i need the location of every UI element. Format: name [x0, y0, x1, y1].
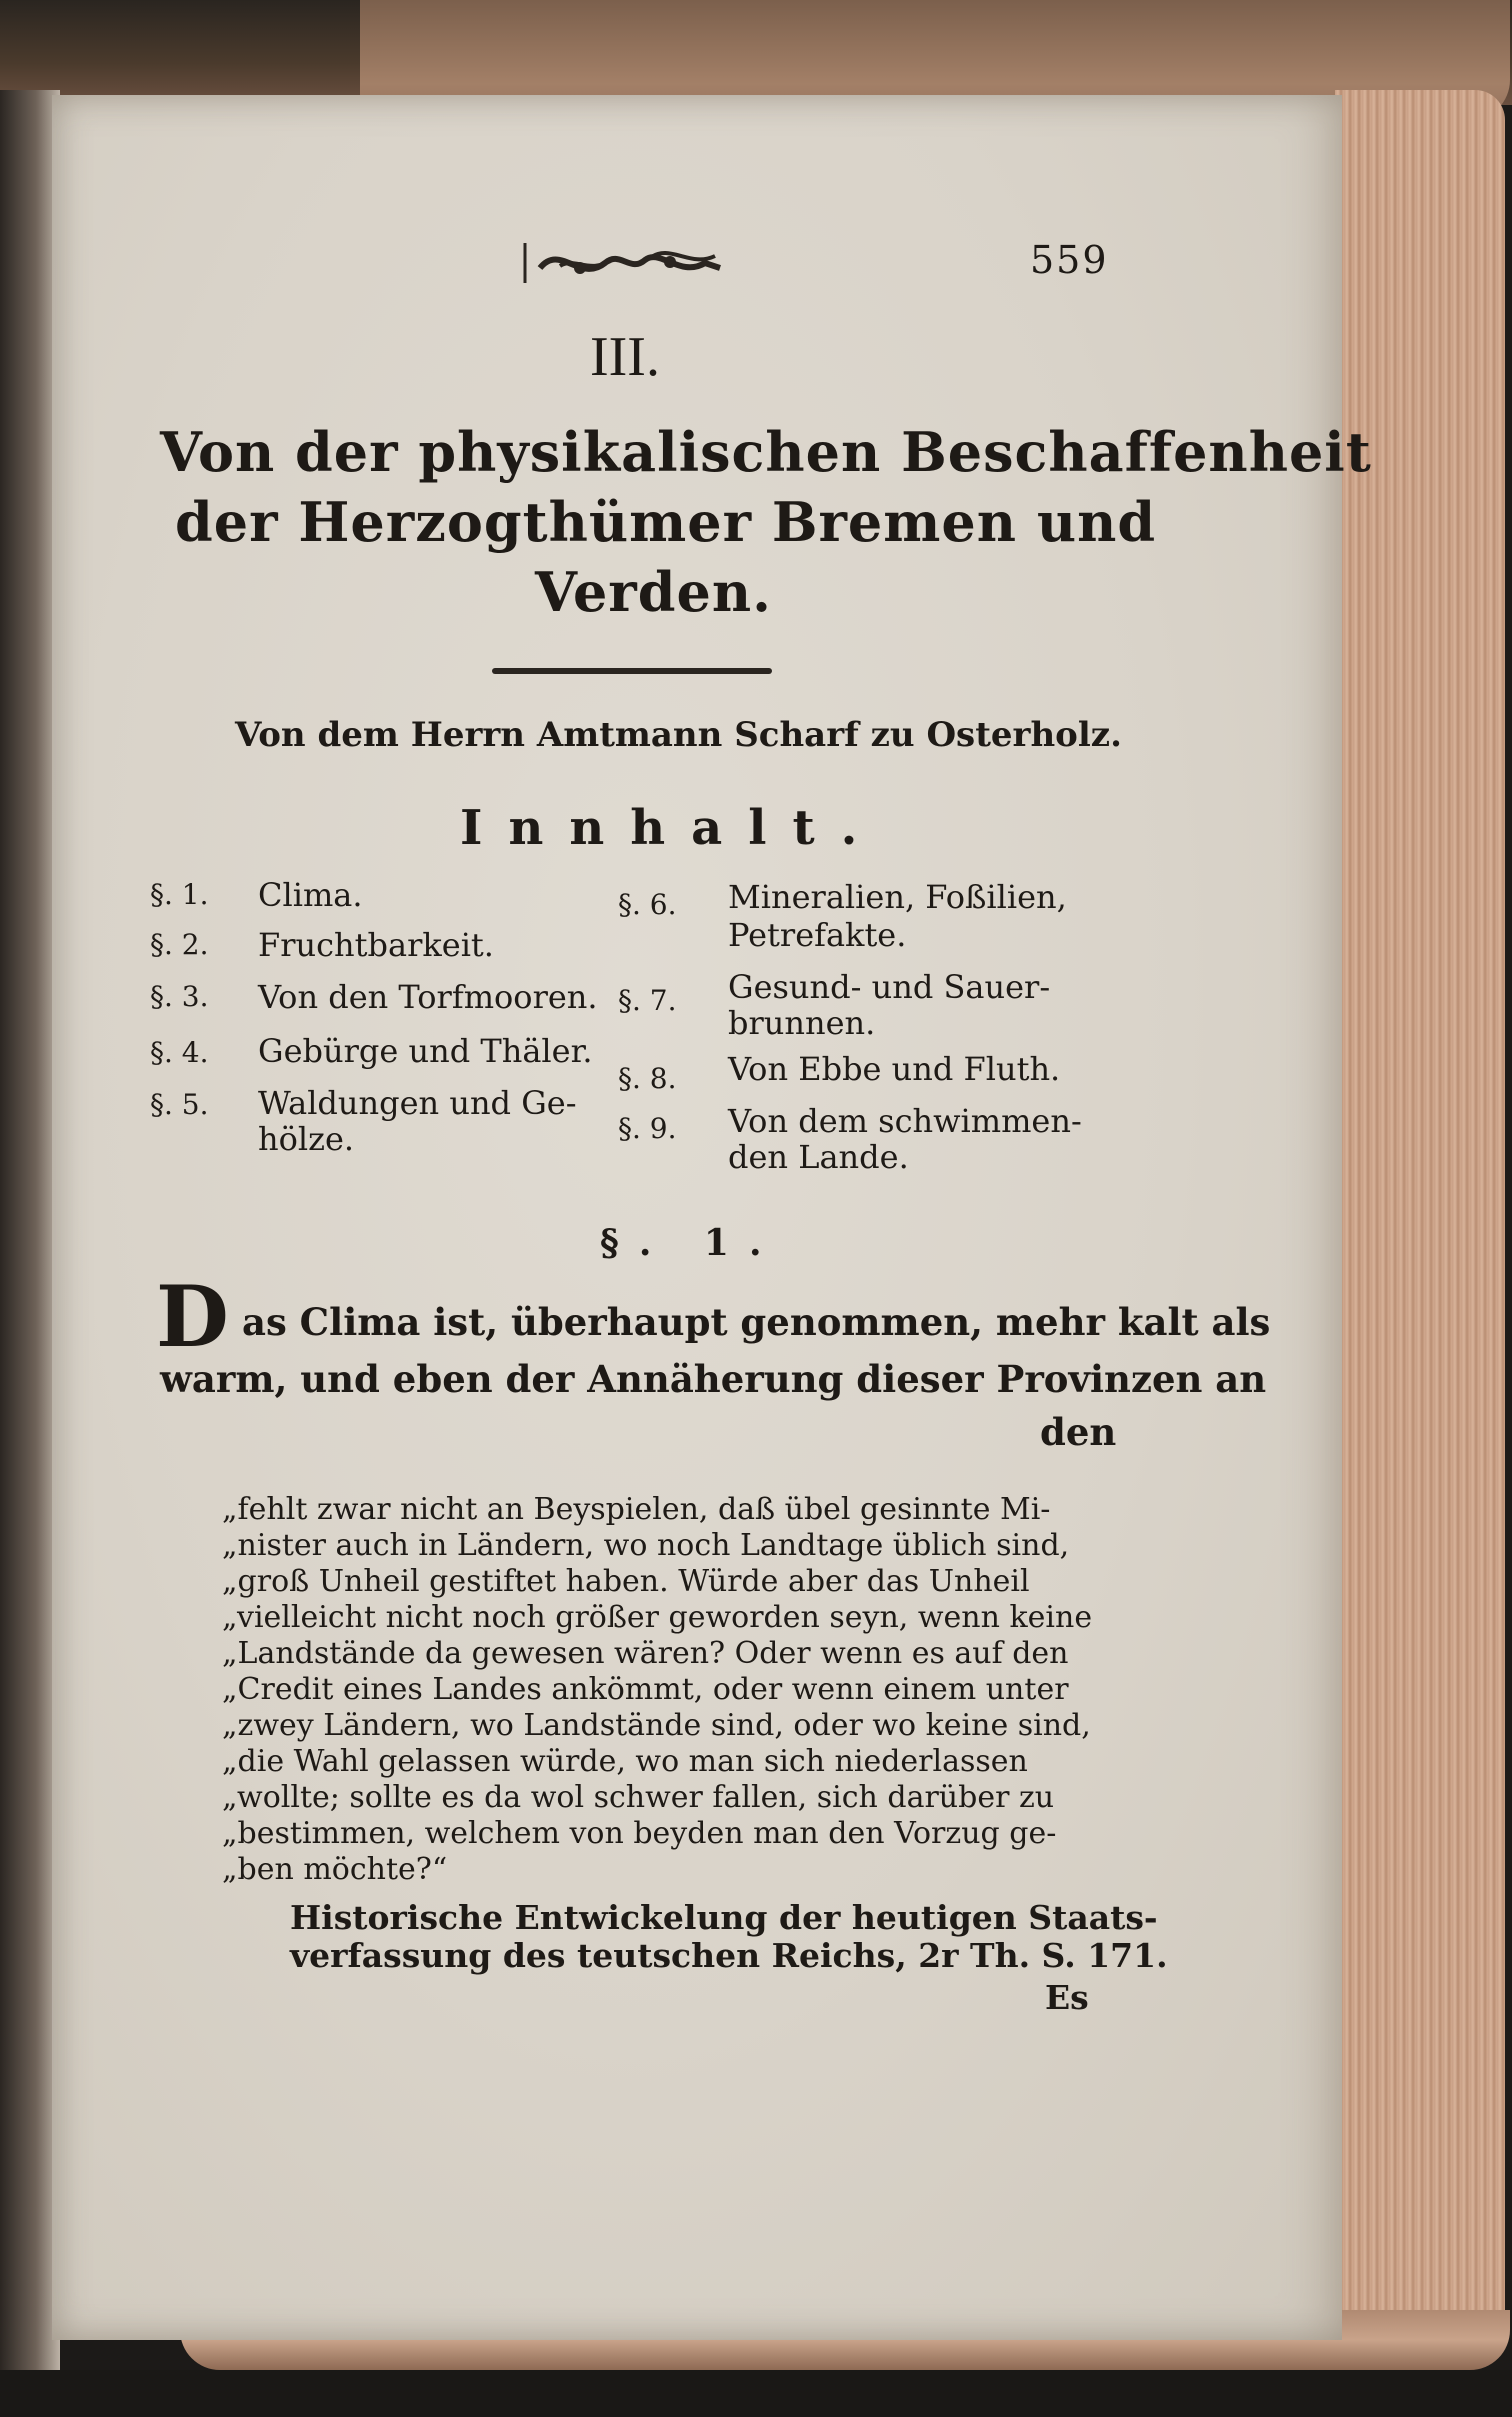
- toc-right-title-9: Von dem schwimmen-: [728, 1102, 1082, 1140]
- citation-line-1: Historische Entwickelung der heutigen Staats-: [290, 1898, 1158, 1937]
- quote-line: „fehlt zwar nicht an Beyspielen, daß übel gesinnte Mi-: [222, 1492, 1051, 1527]
- toc-left-title-5: Waldungen und Ge-: [258, 1084, 577, 1122]
- quote-line: „zwey Ländern, wo Landstände sind, oder wo keine sind,: [222, 1708, 1091, 1743]
- author-line: Von dem Herrn Amtmann Scharf zu Osterholz.: [235, 715, 1122, 755]
- quote-line: „die Wahl gelassen würde, wo man sich niederlassen: [222, 1744, 1028, 1779]
- toc-left-title-1: Clima.: [258, 876, 363, 914]
- toc-left-title-4: Gebürge und Thäler.: [258, 1032, 593, 1070]
- quote-line: „ben möchte?“: [222, 1852, 448, 1887]
- section-heading: §. 1.: [600, 1222, 782, 1264]
- toc-left-num-4: §. 4.: [150, 1036, 209, 1069]
- toc-left-title-3: Von den Torfmooren.: [258, 978, 598, 1016]
- toc-right-title-8: Von Ebbe und Fluth.: [728, 1050, 1061, 1088]
- chapter-title-line-1: Von der physikalischen Beschaffenheit: [160, 420, 1372, 484]
- toc-left-num-5: §. 5.: [150, 1088, 209, 1121]
- quote-line: „groß Unheil gestiftet haben. Würde aber das Unheil: [222, 1564, 1030, 1599]
- toc-right-title-7: Gesund- und Sauer-: [728, 968, 1051, 1006]
- toc-left-title-2: Fruchtbarkeit.: [258, 926, 494, 964]
- toc-left-num-2: §. 2.: [150, 928, 209, 961]
- toc-right-num-9: §. 9.: [618, 1112, 677, 1145]
- citation-line-2: verfassung des teutschen Reichs, 2r Th. S. 171.: [290, 1936, 1168, 1975]
- title-divider: [492, 668, 772, 674]
- quote-line: „Landstände da gewesen wären? Oder wenn es auf den: [222, 1636, 1069, 1671]
- chapter-number: III.: [590, 326, 660, 388]
- page-number: 559: [1030, 238, 1109, 282]
- toc-right-num-7: §. 7.: [618, 984, 677, 1017]
- toc-left-num-3: §. 3.: [150, 980, 209, 1013]
- body-line-2: warm, und eben der Annäherung dieser Provinzen an: [160, 1357, 1267, 1401]
- quote-line: „nister auch in Ländern, wo noch Landtage üblich sind,: [222, 1528, 1070, 1563]
- toc-right-num-6: §. 6.: [618, 888, 677, 921]
- body-line-1: as Clima ist, überhaupt genommen, mehr kalt als: [242, 1300, 1271, 1344]
- quote-line: „Credit eines Landes ankömmt, oder wenn einem unter: [222, 1672, 1069, 1707]
- toc-right-title-9-cont: den Lande.: [728, 1138, 909, 1176]
- drop-cap: D: [156, 1267, 229, 1366]
- toc-right-title-6: Mineralien, Foßilien,: [728, 878, 1067, 916]
- body-catchword: den: [1040, 1410, 1117, 1454]
- quote-line: „vielleicht nicht noch größer geworden seyn, wenn keine: [222, 1600, 1093, 1635]
- toc-left-title-5-cont: hölze.: [258, 1120, 355, 1158]
- footer-catchword: Es: [1045, 1978, 1089, 2017]
- contents-heading: Innhalt.: [460, 800, 884, 856]
- toc-right-title-6-cont: Petrefakte.: [728, 916, 907, 954]
- chapter-title-line-3: Verden.: [535, 560, 772, 624]
- quote-line: „wollte; sollte es da wol schwer fallen, sich darüber zu: [222, 1780, 1055, 1815]
- toc-left-num-1: §. 1.: [150, 878, 209, 911]
- toc-right-title-7-cont: brunnen.: [728, 1004, 876, 1042]
- chapter-title-line-2: der Herzogthümer Bremen und: [175, 490, 1157, 554]
- quote-line: „bestimmen, welchem von beyden man den Vorzug ge-: [222, 1816, 1057, 1851]
- toc-right-num-8: §. 8.: [618, 1062, 677, 1095]
- printer-ornament-icon: [520, 238, 730, 288]
